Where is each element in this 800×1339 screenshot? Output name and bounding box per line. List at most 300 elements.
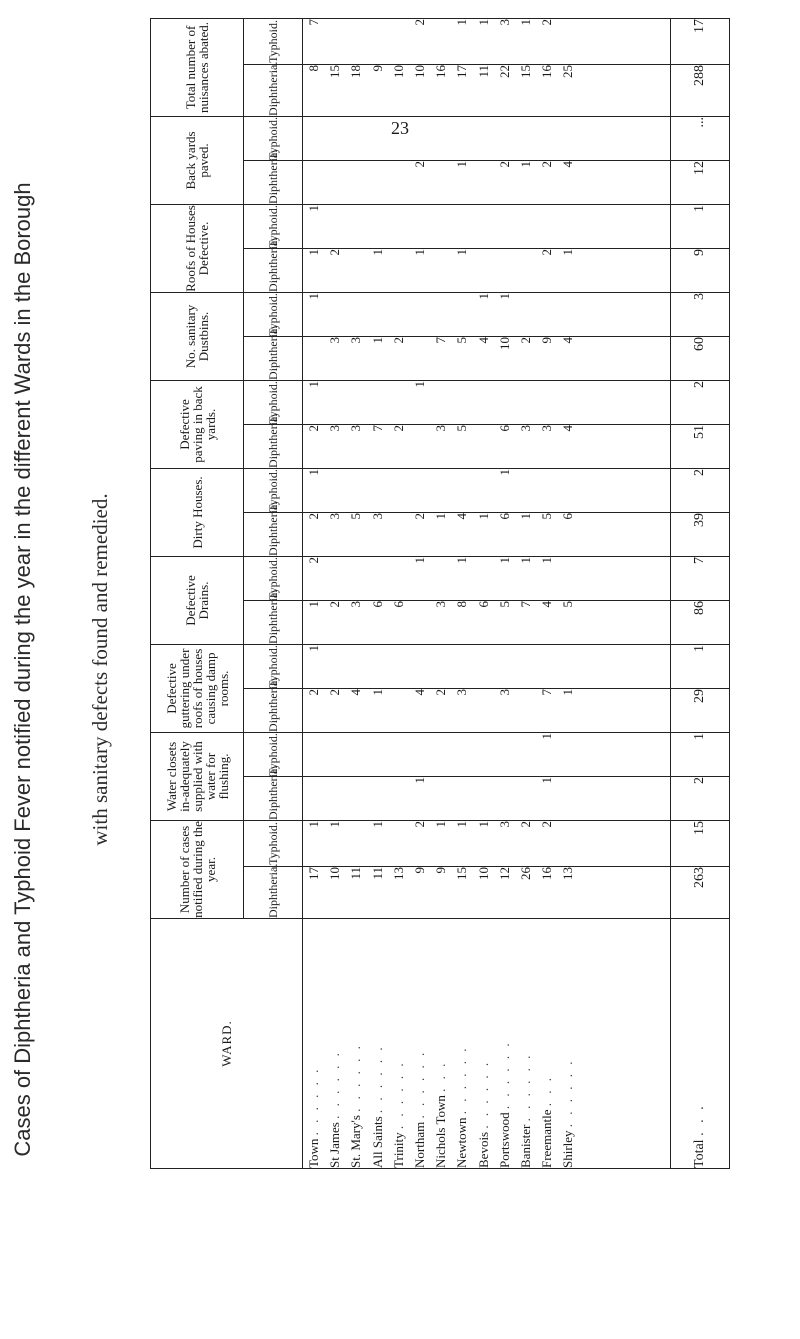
- total-cell: 2: [671, 380, 730, 424]
- leader-dots: . . . . . .: [517, 1052, 533, 1122]
- cell-value: 2: [327, 600, 343, 608]
- cell-value: [515, 469, 536, 512]
- cell-value: 7: [433, 336, 449, 344]
- cell-value: [409, 337, 430, 380]
- data-column: [303, 64, 671, 116]
- cell-value: 7: [306, 18, 321, 26]
- cell-value: 2: [433, 688, 449, 696]
- cell-value: 1: [306, 468, 321, 476]
- cell-value: [367, 117, 388, 160]
- cell-value: 1: [454, 820, 470, 828]
- diphtheria-subheader: Diphtheria.: [244, 867, 303, 919]
- cell-value: 3: [433, 424, 449, 432]
- ward-name: All Saints: [369, 1116, 385, 1168]
- cell-value: [345, 249, 366, 292]
- ward-name: Nichols Town: [433, 1095, 449, 1168]
- cell-value: [324, 645, 345, 688]
- leader-dots: . . . . . .: [454, 1045, 470, 1115]
- cell-value: 1: [433, 512, 449, 520]
- cell-value: 2: [390, 336, 406, 344]
- data-column: [303, 204, 671, 248]
- total-cell: 39: [671, 512, 730, 556]
- total-cell: 263: [671, 867, 730, 919]
- cell-value: 2: [517, 820, 533, 828]
- cell-value: 3: [496, 820, 512, 828]
- ward-name: St. Mary's: [348, 1115, 364, 1168]
- cell-value: 4: [539, 600, 555, 608]
- ward-name: Trinity: [390, 1132, 406, 1168]
- cell-value: 6: [390, 600, 406, 608]
- cell-value: [536, 469, 557, 512]
- cell-value: 1: [517, 18, 533, 26]
- cell-value: [430, 19, 451, 64]
- cell-value: [451, 381, 472, 424]
- cell-value: 1: [517, 512, 533, 520]
- ward-list: [303, 919, 671, 1169]
- cell-value: 9: [433, 867, 449, 874]
- ward-line: [345, 919, 366, 1168]
- cell-value: 12: [496, 867, 512, 880]
- leader-dots: . . .: [433, 1060, 449, 1092]
- cell-value: [409, 469, 430, 512]
- cell-value: 8: [306, 64, 321, 72]
- cell-value: [430, 249, 451, 292]
- cell-value: [557, 777, 578, 820]
- cell-value: [388, 249, 409, 292]
- cell-value: [536, 117, 557, 160]
- cell-value: [430, 557, 451, 600]
- cell-value: [557, 117, 578, 160]
- cell-value: 3: [348, 336, 364, 344]
- cell-value: [536, 645, 557, 688]
- cell-value: 2: [539, 248, 555, 256]
- cell-value: 1: [517, 556, 533, 564]
- cell-value: 3: [496, 688, 512, 696]
- cell-value: 2: [539, 820, 555, 828]
- total-cell: 1: [671, 644, 730, 688]
- cell-value: 1: [306, 204, 321, 212]
- ward-line: [451, 919, 472, 1168]
- total-cell: 86: [671, 600, 730, 644]
- cell-value: 6: [369, 600, 385, 608]
- diphtheria-subheader: Diphtheria.: [244, 160, 303, 204]
- cell-value: [367, 381, 388, 424]
- cell-value: 22: [496, 64, 512, 78]
- cell-value: 1: [496, 556, 512, 564]
- leader-dots: . . . . . .: [475, 1059, 491, 1129]
- ward-name: Portswood: [496, 1112, 512, 1168]
- typhoid-subheader: Typhoid.: [244, 732, 303, 776]
- cell-value: 1: [454, 556, 470, 564]
- total-cell: 2: [671, 776, 730, 820]
- cell-value: [324, 117, 345, 160]
- typhoid-subheader: Typhoid.: [244, 556, 303, 600]
- cell-value: [345, 645, 366, 688]
- total-cell: 12: [671, 160, 730, 204]
- total-label-cell: [671, 919, 730, 1169]
- cell-value: [430, 117, 451, 160]
- cell-value: 2: [411, 160, 427, 168]
- data-column: [303, 644, 671, 688]
- cell-value: [388, 293, 409, 336]
- cell-value: [557, 557, 578, 600]
- ward-line: [324, 919, 345, 1168]
- cell-value: [409, 733, 430, 776]
- cell-value: 9: [411, 867, 427, 874]
- cell-value: 5: [560, 600, 576, 608]
- data-column: [303, 867, 671, 919]
- leader-dots: . . . . . .: [411, 1049, 427, 1119]
- cell-value: [345, 117, 366, 160]
- cell-value: [451, 205, 472, 248]
- data-column: [303, 688, 671, 732]
- cell-value: 10: [411, 64, 427, 78]
- cell-value: 1: [454, 160, 470, 168]
- cell-value: [388, 161, 409, 204]
- cell-value: [388, 821, 409, 866]
- ward-name: Town: [306, 1138, 321, 1168]
- group-header: Water closets in-adequately supplied with water for flushing.: [151, 732, 244, 820]
- cell-value: [451, 733, 472, 776]
- cell-value: [430, 161, 451, 204]
- leader-dots: . . . . . .: [496, 1040, 512, 1110]
- diphtheria-subheader: Diphtheria.: [244, 776, 303, 820]
- cell-value: [430, 205, 451, 248]
- cell-value: 1: [369, 820, 385, 828]
- cell-value: [515, 249, 536, 292]
- cell-value: [324, 161, 345, 204]
- fever-defects-table: [150, 18, 730, 1169]
- cell-value: [473, 249, 494, 292]
- cell-value: [536, 293, 557, 336]
- total-cell: 288: [671, 64, 730, 116]
- cell-value: 2: [327, 248, 343, 256]
- ward-name: Banister: [517, 1124, 533, 1168]
- ward-name: St James: [327, 1122, 343, 1168]
- cell-value: 16: [433, 64, 449, 78]
- ward-data-row: [303, 18, 671, 1168]
- typhoid-subheader: Typhoid.: [244, 820, 303, 866]
- cell-value: [388, 205, 409, 248]
- cell-value: 18: [348, 64, 364, 78]
- data-column: [303, 776, 671, 820]
- group-header: Number of cases notified during the year.: [151, 820, 244, 918]
- cell-value: [324, 733, 345, 776]
- cell-value: 1: [560, 248, 576, 256]
- ward-line: [494, 919, 515, 1168]
- cell-value: [494, 645, 515, 688]
- ward-line: [388, 919, 409, 1168]
- cell-value: 5: [348, 512, 364, 520]
- cell-value: 3: [348, 424, 364, 432]
- total-cell: 29: [671, 688, 730, 732]
- typhoid-subheader: Typhoid.: [244, 644, 303, 688]
- cell-value: [473, 381, 494, 424]
- cell-value: 2: [306, 556, 321, 564]
- cell-value: [430, 469, 451, 512]
- cell-value: [557, 205, 578, 248]
- group-header: Dirty Houses.: [151, 468, 244, 556]
- cell-value: 1: [539, 732, 555, 740]
- ward-header: WARD.: [151, 919, 303, 1169]
- cell-value: [388, 689, 409, 732]
- cell-value: [303, 777, 324, 820]
- data-column: [303, 18, 671, 64]
- cell-value: 3: [454, 688, 470, 696]
- cell-value: 1: [433, 820, 449, 828]
- group-header: Defective paving in back yards.: [151, 380, 244, 468]
- data-column: [303, 160, 671, 204]
- cell-value: 4: [560, 424, 576, 432]
- cell-value: [494, 381, 515, 424]
- data-column: [303, 292, 671, 336]
- cell-value: 6: [560, 512, 576, 520]
- typhoid-subheader: Typhoid.: [244, 380, 303, 424]
- diphtheria-subheader: Diphtheria.: [244, 336, 303, 380]
- cell-value: 1: [496, 468, 512, 476]
- cell-value: 2: [496, 160, 512, 168]
- cell-value: 2: [327, 688, 343, 696]
- total-cell: 51: [671, 424, 730, 468]
- typhoid-subheader: Typhoid.: [244, 116, 303, 160]
- cell-value: 3: [327, 336, 343, 344]
- group-header: Defective guttering under roofs of houses causing damp rooms.: [151, 644, 244, 732]
- cell-value: [345, 777, 366, 820]
- cell-value: [303, 337, 324, 380]
- cell-value: 1: [306, 820, 321, 828]
- cell-value: 1: [306, 644, 321, 652]
- group-header: Total number of nuisances abated.: [151, 18, 244, 116]
- cell-value: 1: [539, 776, 555, 784]
- cell-value: 17: [454, 64, 470, 78]
- group-header: Roofs of Houses Defective.: [151, 204, 244, 292]
- cell-value: 1: [306, 292, 321, 300]
- cell-value: [515, 777, 536, 820]
- cell-value: [388, 557, 409, 600]
- data-column: [303, 820, 671, 866]
- data-column: [303, 116, 671, 160]
- cell-value: [557, 645, 578, 688]
- leader-dots: . . . . . .: [390, 1060, 406, 1130]
- cell-value: [367, 469, 388, 512]
- total-cell: ...: [671, 116, 730, 160]
- cell-value: 1: [369, 336, 385, 344]
- cell-value: [388, 117, 409, 160]
- cell-value: 1: [369, 248, 385, 256]
- cell-value: 9: [539, 336, 555, 344]
- report-subtitle: with sanitary defects found and remedied.: [88, 493, 112, 846]
- cell-value: [557, 381, 578, 424]
- total-cell: 1: [671, 732, 730, 776]
- cell-value: [473, 205, 494, 248]
- cell-value: [451, 645, 472, 688]
- ward-line: [367, 919, 388, 1168]
- cell-value: 1: [411, 556, 427, 564]
- cell-value: [473, 117, 494, 160]
- typhoid-subheader: Typhoid.: [244, 204, 303, 248]
- cell-value: [494, 777, 515, 820]
- cell-value: 1: [369, 688, 385, 696]
- cell-value: [345, 293, 366, 336]
- cell-value: [473, 425, 494, 468]
- report-title: Cases of Diphtheria and Typhoid Fever notified during the year in the different Wards in the Borough: [10, 182, 35, 1157]
- cell-value: [303, 733, 324, 776]
- cell-value: 3: [348, 600, 364, 608]
- cell-value: [409, 205, 430, 248]
- typhoid-subheader: Typhoid.: [244, 468, 303, 512]
- cell-value: 10: [390, 64, 406, 78]
- cell-value: 1: [475, 820, 491, 828]
- cell-value: [345, 205, 366, 248]
- cell-value: [324, 381, 345, 424]
- cell-value: [430, 645, 451, 688]
- cell-value: [388, 381, 409, 424]
- cell-value: 5: [454, 424, 470, 432]
- cell-value: 4: [560, 160, 576, 168]
- cell-value: 2: [539, 160, 555, 168]
- cell-value: [324, 19, 345, 64]
- cell-value: 17: [306, 867, 321, 880]
- cell-value: [494, 205, 515, 248]
- cell-value: [557, 293, 578, 336]
- cell-value: 3: [496, 18, 512, 26]
- cell-value: 10: [327, 867, 343, 880]
- diphtheria-subheader: Diphtheria.: [244, 600, 303, 644]
- cell-value: 15: [454, 867, 470, 880]
- cell-value: 7: [369, 424, 385, 432]
- cell-value: 1: [411, 380, 427, 388]
- diphtheria-subheader: Diphtheria.: [244, 248, 303, 292]
- cell-value: 11: [369, 867, 385, 880]
- cell-value: [367, 293, 388, 336]
- cell-value: 1: [306, 248, 321, 256]
- cell-value: [473, 557, 494, 600]
- cell-value: [515, 645, 536, 688]
- cell-value: [367, 733, 388, 776]
- cell-value: 6: [496, 424, 512, 432]
- cell-value: 1: [454, 18, 470, 26]
- ward-line: [409, 919, 430, 1168]
- cell-value: 3: [433, 600, 449, 608]
- cell-value: 7: [517, 600, 533, 608]
- total-cell: 17: [671, 18, 730, 64]
- cell-value: [430, 293, 451, 336]
- cell-value: 8: [454, 600, 470, 608]
- cell-value: 3: [539, 424, 555, 432]
- cell-value: 1: [411, 776, 427, 784]
- leader-dots: . . .: [539, 1075, 555, 1107]
- cell-value: [367, 19, 388, 64]
- cell-value: 9: [369, 64, 385, 72]
- cell-value: 1: [306, 380, 321, 388]
- diphtheria-subheader: Diphtheria.: [244, 512, 303, 556]
- group-header: No. sanitary Dustbins.: [151, 292, 244, 380]
- group-header: Defective Drains.: [151, 556, 244, 644]
- cell-value: [409, 117, 430, 160]
- cell-value: 6: [496, 512, 512, 520]
- cell-value: 2: [306, 688, 321, 696]
- diphtheria-subheader: Diphtheria.: [244, 424, 303, 468]
- cell-value: [473, 161, 494, 204]
- cell-value: 2: [306, 424, 321, 432]
- ward-line: [557, 919, 578, 1168]
- cell-value: 1: [475, 18, 491, 26]
- cell-value: 2: [517, 336, 533, 344]
- cell-value: 1: [475, 292, 491, 300]
- cell-value: 1: [454, 248, 470, 256]
- total-cell: 60: [671, 336, 730, 380]
- cell-value: [536, 381, 557, 424]
- cell-value: 1: [496, 292, 512, 300]
- cell-value: [515, 381, 536, 424]
- cell-value: 1: [475, 512, 491, 520]
- group-header: Back yards paved.: [151, 116, 244, 204]
- cell-value: [345, 557, 366, 600]
- cell-value: [494, 249, 515, 292]
- cell-value: [367, 557, 388, 600]
- data-column: [303, 336, 671, 380]
- data-column: [303, 512, 671, 556]
- total-cell: 2: [671, 468, 730, 512]
- cell-value: [494, 117, 515, 160]
- leader-dots: . . . . . .: [306, 1066, 321, 1136]
- ward-name: Freemantle: [539, 1109, 555, 1168]
- cell-value: [430, 777, 451, 820]
- cell-value: 7: [539, 688, 555, 696]
- cell-value: [367, 777, 388, 820]
- cell-value: [557, 821, 578, 866]
- ward-line: [536, 919, 557, 1168]
- cell-value: [388, 513, 409, 556]
- cell-value: [409, 293, 430, 336]
- cell-value: [388, 469, 409, 512]
- cell-value: 13: [560, 867, 576, 880]
- typhoid-subheader: Typhoid.: [244, 292, 303, 336]
- leader-dots: . . . . . .: [348, 1043, 364, 1112]
- cell-value: [473, 645, 494, 688]
- cell-value: 3: [517, 424, 533, 432]
- cell-value: [324, 293, 345, 336]
- cell-value: [451, 469, 472, 512]
- cell-value: [324, 469, 345, 512]
- cell-value: 10: [475, 867, 491, 880]
- cell-value: [388, 777, 409, 820]
- cell-value: 4: [348, 688, 364, 696]
- cell-value: [557, 733, 578, 776]
- cell-value: [324, 205, 345, 248]
- leader-dots: . . .: [692, 1103, 707, 1136]
- cell-value: [451, 293, 472, 336]
- total-cell: 15: [671, 820, 730, 866]
- total-cell: 1: [671, 204, 730, 248]
- cell-value: 11: [348, 867, 364, 880]
- data-column: [303, 380, 671, 424]
- ward-line: [515, 919, 536, 1168]
- cell-value: [303, 117, 324, 160]
- cell-value: 15: [517, 64, 533, 78]
- cell-value: [473, 689, 494, 732]
- cell-value: [557, 469, 578, 512]
- cell-value: 4: [454, 512, 470, 520]
- data-column: [303, 424, 671, 468]
- cell-value: 26: [517, 867, 533, 880]
- cell-value: 13: [390, 867, 406, 880]
- data-column: [303, 556, 671, 600]
- cell-value: 16: [539, 867, 555, 880]
- cell-value: 4: [475, 336, 491, 344]
- cell-value: 3: [327, 424, 343, 432]
- cell-value: 5: [496, 600, 512, 608]
